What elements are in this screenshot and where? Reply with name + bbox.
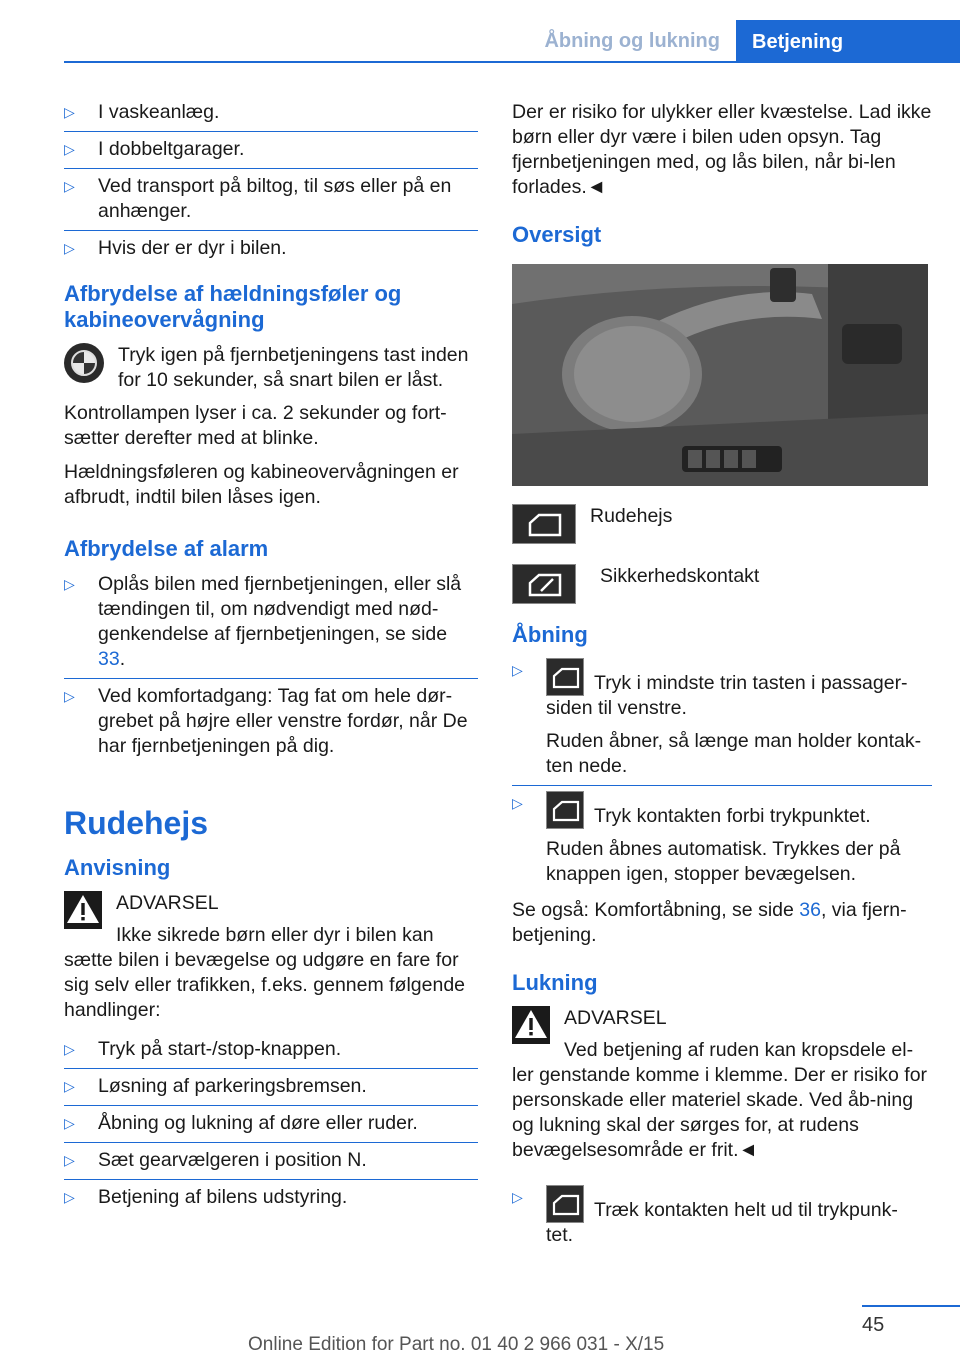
- bullet-triangle-icon: ▷: [64, 1078, 75, 1094]
- list-item: ▷ Ved transport på biltog, til søs eller på en anhænger.: [64, 174, 478, 231]
- remote-key-icon: [64, 343, 104, 383]
- list-item: ▷ Tryk kontakten forbi trykpunktet. Ruden åbnes automatisk. Trykkes der på knappen igen, stopper bevægelsen.: [512, 791, 932, 893]
- list-item: ▷ I vaskeanlæg.: [64, 100, 478, 132]
- window-switch-icon: [546, 791, 584, 829]
- bullet-triangle-icon: ▷: [512, 662, 523, 678]
- footer-edition-text: Online Edition for Part no. 01 40 2 966 031 - X/15: [248, 1334, 665, 1355]
- paragraph: Se også: Komfortåbning, se side 36, via fjern-betjening.: [512, 899, 907, 946]
- footer-rule: [862, 1305, 960, 1307]
- bullet-triangle-icon: ▷: [64, 576, 75, 592]
- safety-switch-icon: [512, 564, 576, 604]
- warning-block: ADVARSEL Ved betjening af ruden kan kropsdele el-: [512, 1006, 932, 1063]
- legend-window-switch: Rudehejs: [512, 504, 932, 544]
- bullet-triangle-icon: ▷: [64, 688, 75, 704]
- list-item: ▷ I dobbeltgarager.: [64, 137, 478, 169]
- heading-lukning: Lukning: [512, 970, 598, 995]
- window-switch-icon: [512, 504, 576, 544]
- bullet-triangle-icon: ▷: [64, 1152, 75, 1168]
- list-item: ▷ Tryk i mindste trin tasten i passager- siden til venstre. Ruden åbner, så længe man holder kontak-ten nede.: [512, 658, 932, 786]
- heading-oversigt: Oversigt: [512, 222, 602, 247]
- header-chapter-tab: Betjening: [736, 20, 960, 63]
- warning-triangle-icon: [512, 1006, 550, 1044]
- paragraph: Kontrollampen lyser i ca. 2 sekunder og fort-sætter derefter med at blinke.: [64, 402, 447, 449]
- list-item: ▷ Ved komfortadgang: Tag fat om hele dør-grebet på højre eller venstre fordør, når De har fjernbetjeningen på dig.: [64, 685, 468, 757]
- header-section-title: Åbning og lukning: [544, 30, 720, 52]
- right-column: Der er risiko for ulykker eller kvæstelse. Lad ikke børn eller dyr være i bilen uden opsyn. Tag fjernbetjeningen med, og lås bilen, når bi-len forlades.◄ Oversigt Rudehejs Sikkerhedskontakt Åbning ▷ Tryk i mindste trin tasten i passager- siden til venstre. Ruden åbner, så længe man holder kontak-ten nede. ▷ Tryk kontakten forbi trykpunktet. Ruden åbnes automatisk. Trykkes der på knappen igen, stopper bevægelsen. Se også: Komfortåbning, se side 36, via fjern-betjening. Lukning ADVARSEL Ved betjening af ruden kan kropsdele el- ler genstande komme i klemme. Der er risiko for personskade eller materiel skade. Ved åb-ning og lukning skal der sørges for, at rudens bevægelsesområde er frit.◄ ▷ Træk kontakten helt ud til trykpunk- tet.: [512, 100, 932, 1259]
- list-item: ▷ Sæt gearvælgeren i position N.: [64, 1148, 478, 1180]
- list-item: ▷ Træk kontakten helt ud til trykpunk- tet.: [512, 1185, 932, 1254]
- window-switch-icon: [546, 658, 584, 696]
- heading-alarm: Afbrydelse af alarm: [64, 536, 269, 561]
- bullet-triangle-icon: ▷: [64, 240, 75, 256]
- heading-rudehejs: Rudehejs: [64, 805, 209, 841]
- legend-safety-switch: Sikkerhedskontakt: [512, 564, 932, 604]
- bullet-triangle-icon: ▷: [64, 104, 75, 120]
- tilt-instruction: Tryk igen på fjernbetjeningens tast inden for 10 sekunder, så snart bilen er låst.: [64, 343, 478, 393]
- bullet-triangle-icon: ▷: [64, 141, 75, 157]
- bullet-triangle-icon: ▷: [512, 795, 523, 811]
- list-item: ▷ Hvis der er dyr i bilen.: [64, 237, 287, 259]
- list-item: ▷ Oplås bilen med fjernbetjeningen, eller slå tændingen til, om nødvendigt med nød-genkendelse af fjernbetjeningen, se side 33.: [64, 572, 478, 679]
- page-link[interactable]: 36: [799, 899, 821, 921]
- warning-triangle-icon: [64, 891, 102, 929]
- bullet-triangle-icon: ▷: [64, 1041, 75, 1057]
- window-switch-icon: [546, 1185, 584, 1223]
- header-rule: [64, 61, 960, 63]
- warning-block: ADVARSEL Ikke sikrede børn eller dyr i bilen kan: [64, 891, 478, 948]
- list-item: ▷ Løsning af parkeringsbremsen.: [64, 1074, 478, 1106]
- left-column: ▷ I vaskeanlæg. ▷ I dobbeltgarager. ▷ Ved transport på biltog, til søs eller på en anhænger. ▷ Hvis der er dyr i bilen. Afbrydelse af hældningsføler og kabineovervågning Tryk igen på fjernbetjeningens tast inden for 10 sekunder, så snart bilen er låst. Kontrollampen lyser i ca. 2 sekunder og fort-sætter derefter med at blinke. Hældningsføleren og kabineovervågningen er afbrudt, indtil bilen låses igen. Afbrydelse af alarm ▷ Oplås bilen med fjernbetjeningen, eller slå tændingen til, om nødvendigt med nød-genkendelse af fjernbetjeningen, se side 33. ▷ Ved komfortadgang: Tag fat om hele dør-grebet på højre eller venstre fordør, når De har fjernbetjeningen på dig. Rudehejs Anvisning ADVARSEL Ikke sikrede børn eller dyr i bilen kan sætte bilen i bevægelse og udgøre en fare for sig selv eller trafikken, f.eks. gennem følgende handlinger: ▷ Tryk på start-/stop-knappen. ▷ Løsning af parkeringsbremsen. ▷ Åbning og lukning af døre eller ruder. ▷ Sæt gearvælgeren i position N. ▷ Betjening af bilens udstyring.: [64, 100, 478, 1221]
- paragraph: Hældningsføleren og kabineovervågningen er afbrudt, indtil bilen låses igen.: [64, 461, 459, 508]
- list-item: ▷ Tryk på start-/stop-knappen.: [64, 1037, 478, 1069]
- door-panel-photo: [512, 264, 928, 486]
- paragraph: Der er risiko for ulykker eller kvæstelse. Lad ikke børn eller dyr være i bilen uden opsyn. Tag fjernbetjeningen med, og lås bilen, når bi-len forlades.◄: [512, 101, 932, 198]
- list-item: ▷ Åbning og lukning af døre eller ruder.: [64, 1111, 478, 1143]
- page-link[interactable]: 33: [98, 648, 120, 670]
- heading-aabning: Åbning: [512, 622, 588, 647]
- heading-anvisning: Anvisning: [64, 855, 171, 880]
- bullet-triangle-icon: ▷: [64, 1189, 75, 1205]
- bullet-triangle-icon: ▷: [64, 1115, 75, 1131]
- heading-tilt-sensor: Afbrydelse af hældningsføler og kabineovervågning: [64, 281, 402, 332]
- bullet-triangle-icon: ▷: [512, 1189, 523, 1205]
- page-number: 45: [862, 1314, 885, 1336]
- list-item: ▷ Betjening af bilens udstyring.: [64, 1186, 348, 1208]
- bullet-triangle-icon: ▷: [64, 178, 75, 194]
